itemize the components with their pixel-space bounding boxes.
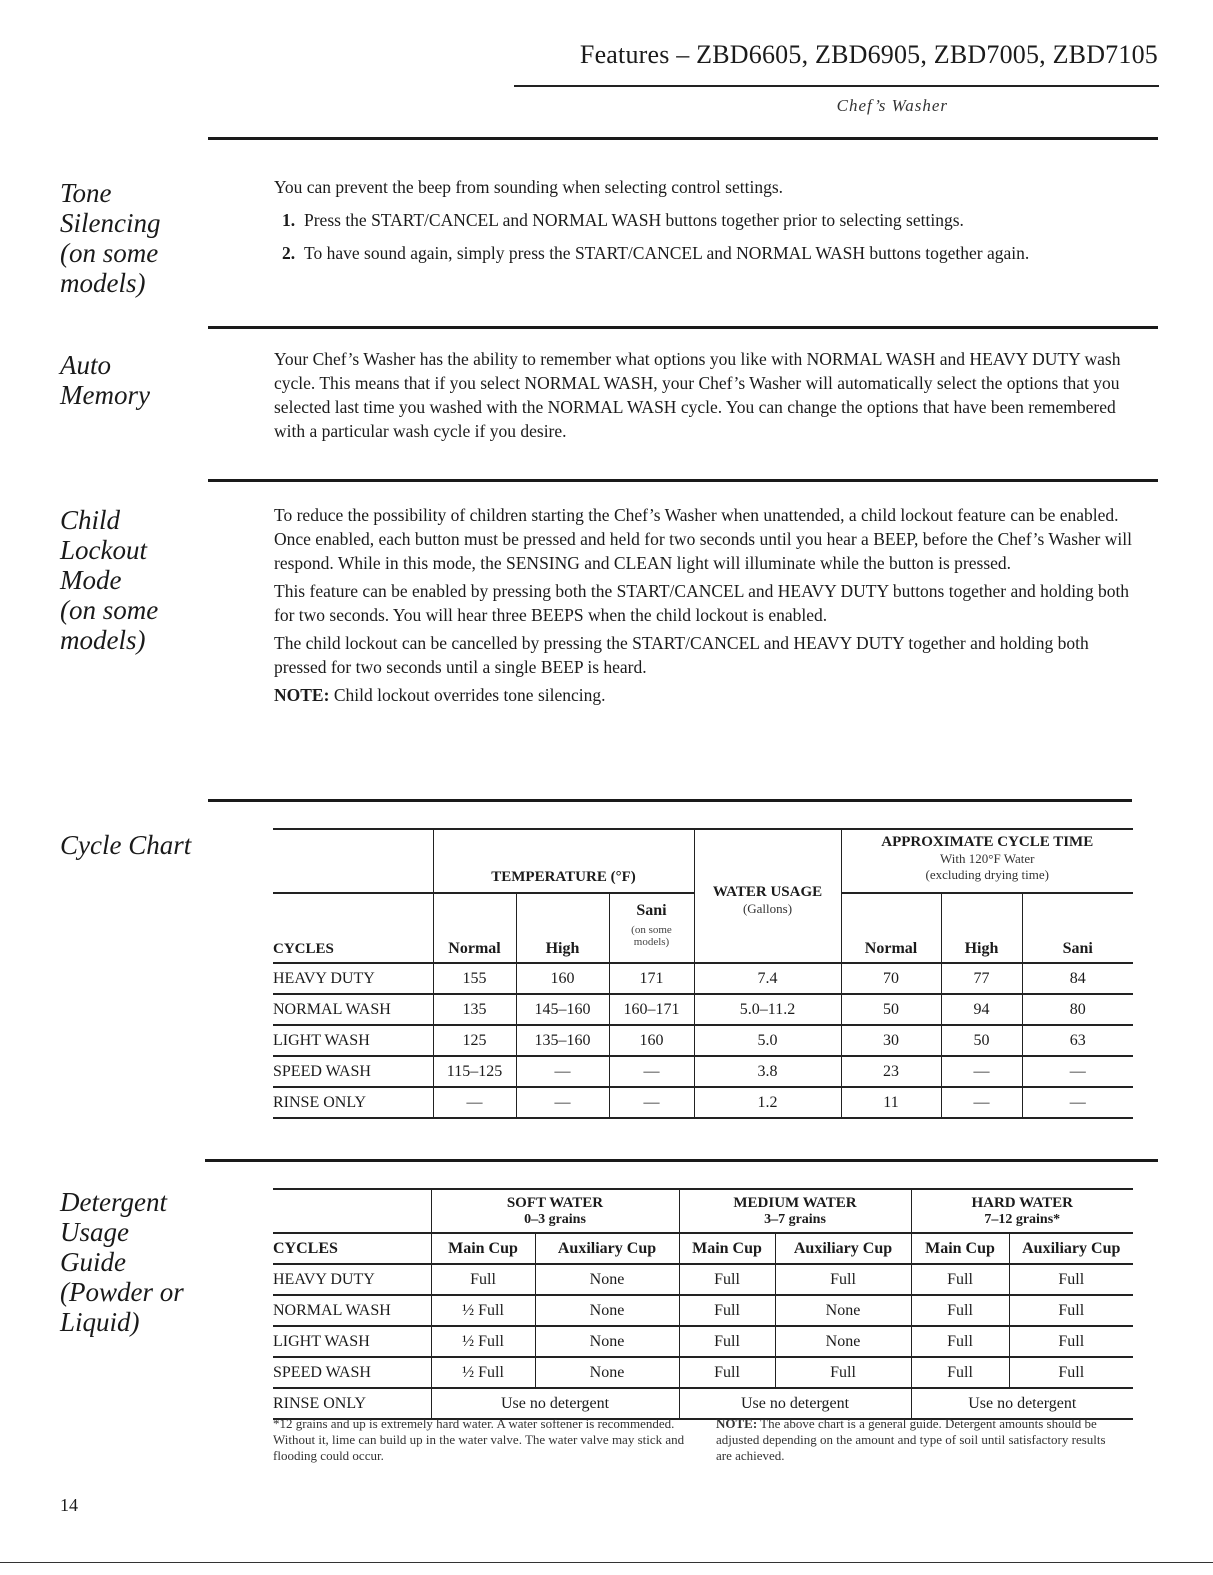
- medium-aux-cup-header: Auxiliary Cup: [775, 1233, 911, 1264]
- note-text: Child lockout overrides tone silencing.: [329, 685, 606, 705]
- cycle-name: LIGHT WASH: [273, 1326, 431, 1357]
- time-normal-cell: 70: [841, 963, 941, 994]
- tone-silencing-body: [274, 175, 1134, 265]
- medium-main-cell: Full: [679, 1326, 775, 1357]
- heading-line: Liquid): [60, 1307, 140, 1337]
- step-text: Press the START/CANCEL and NORMAL WASH buttons together prior to selecting settings.: [304, 210, 964, 230]
- step-number: 2.: [282, 243, 296, 263]
- tone-silencing-heading: [60, 178, 160, 298]
- section-divider: [205, 1159, 1158, 1162]
- water-cell: 5.0–11.2: [694, 994, 841, 1025]
- lockout-paragraph-1: To reduce the possibility of children starting the Chef’s Washer when unattended, a child lockout feature can be enabled. Once enabled, each button must be pressed and held for two seconds until you hear a BEEP, before the Chef’s Washer will respond. While in this mode, the SENSING and CLEAN light will illuminate while the button is pressed.: [274, 505, 1132, 573]
- water-usage-label: WATER USAGE: [712, 884, 823, 900]
- medium-aux-cell: None: [775, 1295, 911, 1326]
- water-usage-header: [694, 829, 841, 963]
- temp-high-cell: —: [516, 1056, 609, 1087]
- cycle-name: SPEED WASH: [273, 1357, 431, 1388]
- medium-main-cell: Full: [679, 1264, 775, 1295]
- hard-water-header: [911, 1189, 1133, 1233]
- soft-aux-cell: None: [535, 1326, 679, 1357]
- temp-high-cell: 160: [516, 963, 609, 994]
- detergent-guide-heading: [60, 1187, 184, 1337]
- table-row: [273, 1056, 1133, 1087]
- table-row: [273, 1087, 1133, 1118]
- page-number: 14: [60, 1495, 78, 1515]
- lockout-paragraph-2: This feature can be enabled by pressing both the START/CANCEL and HEAVY DUTY buttons together and holding both for two seconds. You will hear three BEEPS when the child lockout is enabled.: [274, 581, 1130, 625]
- sani-note: (on some: [631, 924, 672, 936]
- table-row: [273, 1025, 1133, 1056]
- cycle-name: RINSE ONLY: [273, 1087, 433, 1118]
- temp-normal-cell: 135: [433, 994, 516, 1025]
- heading-line: Tone: [60, 178, 112, 208]
- section-divider: [208, 137, 1158, 140]
- auto-memory-text: Your Chef’s Washer has the ability to remember what options you like with NORMAL WASH and HEAVY DUTY wash cycle. This means that if you select NORMAL WASH, your Chef’s Washer will automatically select the options that you selected last time you washed with the NORMAL WASH cycle. You can change the options that have been remembered with a particular wash cycle if you desire.: [274, 349, 1121, 441]
- section-divider: [208, 479, 1158, 482]
- note-label: NOTE:: [716, 1416, 758, 1431]
- cycle-time-label: APPROXIMATE CYCLE TIME: [881, 834, 1094, 850]
- cycle-name: NORMAL WASH: [273, 994, 433, 1025]
- heading-line: models): [60, 268, 146, 298]
- time-sani-cell: —: [1022, 1056, 1133, 1087]
- temp-high-cell: 145–160: [516, 994, 609, 1025]
- table-row: [273, 994, 1133, 1025]
- heading-line: Guide: [60, 1247, 126, 1277]
- cycle-name: RINSE ONLY: [273, 1388, 431, 1419]
- hard-main-cell: Full: [911, 1326, 1009, 1357]
- temp-high-header: High: [516, 893, 609, 963]
- empty-header-cell: [273, 829, 433, 893]
- table-row: [273, 1295, 1133, 1326]
- time-high-cell: —: [941, 1087, 1022, 1118]
- time-sani-cell: 80: [1022, 994, 1133, 1025]
- hard-aux-cell: Full: [1009, 1326, 1133, 1357]
- temp-sani-cell: 160–171: [609, 994, 694, 1025]
- soft-water-grains: 0–3 grains: [524, 1211, 586, 1227]
- page-title: Features – ZBD6605, ZBD6905, ZBD7005, ZBD7105: [579, 40, 1158, 69]
- detergent-note: [716, 1416, 1116, 1464]
- hard-water-grains: 7–12 grains*: [984, 1211, 1061, 1227]
- cycles-column-header: CYCLES: [273, 1233, 431, 1264]
- time-normal-cell: 50: [841, 994, 941, 1025]
- medium-main-cell: Full: [679, 1357, 775, 1388]
- table-row: [273, 1388, 1133, 1419]
- heading-line: Mode: [60, 565, 122, 595]
- heading-line: (on some: [60, 595, 159, 625]
- cycle-name: LIGHT WASH: [273, 1025, 433, 1056]
- time-sani-cell: —: [1022, 1087, 1133, 1118]
- cycle-time-subtitle: With 120°F Water: [940, 851, 1035, 866]
- heading-line: Detergent: [60, 1187, 167, 1217]
- tone-step-1: [274, 208, 1134, 232]
- time-high-cell: 50: [941, 1025, 1022, 1056]
- temp-sani-cell: 171: [609, 963, 694, 994]
- cycle-chart-table: [273, 828, 1133, 1119]
- note-text: The above chart is a general guide. Detergent amounts should be adjusted depending on the amount and type of soil until satisfactory results are achieved.: [716, 1416, 1106, 1463]
- temp-normal-cell: 155: [433, 963, 516, 994]
- soft-rinse-cell: Use no detergent: [431, 1388, 679, 1419]
- hard-aux-cell: Full: [1009, 1357, 1133, 1388]
- medium-aux-cell: Full: [775, 1357, 911, 1388]
- tone-step-2: [274, 241, 1084, 265]
- medium-aux-cell: None: [775, 1326, 911, 1357]
- temp-sani-header: [609, 893, 694, 963]
- water-cell: 5.0: [694, 1025, 841, 1056]
- cycle-name: HEAVY DUTY: [273, 1264, 431, 1295]
- page-subtitle: Chef’s Washer: [836, 96, 948, 115]
- sani-label: Sani: [636, 902, 667, 919]
- hard-water-footnote: *12 grains and up is extremely hard water. A water softener is recommended. Without it, lime can build up in the water valve. The water valve may stick and flooding could occur.: [273, 1416, 685, 1463]
- hard-main-cell: Full: [911, 1264, 1009, 1295]
- medium-rinse-cell: Use no detergent: [679, 1388, 911, 1419]
- temp-sani-cell: 160: [609, 1025, 694, 1056]
- soft-main-cell: Full: [431, 1264, 535, 1295]
- soft-main-cell: ½ Full: [431, 1326, 535, 1357]
- water-cell: 3.8: [694, 1056, 841, 1087]
- soft-main-cell: ½ Full: [431, 1295, 535, 1326]
- table-row: [273, 1326, 1133, 1357]
- lockout-paragraph-3: The child lockout can be cancelled by pressing the START/CANCEL and HEAVY DUTY together and holding both pressed for two seconds until a single BEEP is heard.: [274, 633, 1089, 677]
- hard-main-cell: Full: [911, 1357, 1009, 1388]
- hard-rinse-cell: Use no detergent: [911, 1388, 1133, 1419]
- cycle-name: HEAVY DUTY: [273, 963, 433, 994]
- temperature-header: [433, 829, 694, 893]
- header-divider: [514, 85, 1159, 87]
- time-high-cell: 77: [941, 963, 1022, 994]
- hard-aux-cell: Full: [1009, 1295, 1133, 1326]
- time-high-cell: 94: [941, 994, 1022, 1025]
- soft-water-header: [431, 1189, 679, 1233]
- soft-aux-cell: None: [535, 1264, 679, 1295]
- time-normal-cell: 11: [841, 1087, 941, 1118]
- heading-line: (Powder or: [60, 1277, 184, 1307]
- cycle-name: NORMAL WASH: [273, 1295, 431, 1326]
- time-sani-header: Sani: [1022, 893, 1133, 963]
- section-divider: [208, 799, 1132, 802]
- step-text: To have sound again, simply press the START/CANCEL and NORMAL WASH buttons together again.: [304, 243, 1030, 263]
- soft-water-label: SOFT WATER: [506, 1194, 604, 1211]
- auto-memory-body: [274, 347, 1134, 443]
- cycles-column-header: CYCLES: [273, 893, 433, 963]
- time-normal-cell: 30: [841, 1025, 941, 1056]
- heading-line: Usage: [60, 1217, 129, 1247]
- cycle-time-note: (excluding drying time): [925, 867, 1049, 882]
- heading-line: Silencing: [60, 208, 161, 238]
- hard-main-cup-header: Main Cup: [911, 1233, 1009, 1264]
- time-high-cell: —: [941, 1056, 1022, 1087]
- table-row: [273, 1264, 1133, 1295]
- temp-normal-header: Normal: [433, 893, 516, 963]
- temp-sani-cell: —: [609, 1056, 694, 1087]
- medium-water-grains: 3–7 grains: [764, 1211, 826, 1227]
- child-lockout-body: [274, 503, 1134, 707]
- time-sani-cell: 63: [1022, 1025, 1133, 1056]
- time-sani-cell: 84: [1022, 963, 1133, 994]
- heading-line: Auto: [60, 350, 111, 380]
- soft-aux-cup-header: Auxiliary Cup: [535, 1233, 679, 1264]
- hard-water-label: HARD WATER: [971, 1194, 1074, 1211]
- temperature-header-label: TEMPERATURE (°F): [491, 869, 636, 885]
- soft-main-cell: ½ Full: [431, 1357, 535, 1388]
- medium-water-header: [679, 1189, 911, 1233]
- temp-high-cell: —: [516, 1087, 609, 1118]
- medium-main-cell: Full: [679, 1295, 775, 1326]
- child-lockout-heading: [60, 505, 158, 655]
- note-label: NOTE:: [274, 685, 330, 705]
- step-number: 1.: [282, 210, 296, 230]
- medium-aux-cell: Full: [775, 1264, 911, 1295]
- water-cell: 7.4: [694, 963, 841, 994]
- soft-aux-cell: None: [535, 1295, 679, 1326]
- heading-line: Lockout: [60, 535, 147, 565]
- soft-aux-cell: None: [535, 1357, 679, 1388]
- cycle-chart-heading: Cycle Chart: [60, 830, 192, 860]
- page-bottom-edge: [0, 1562, 1213, 1563]
- auto-memory-heading: [60, 350, 150, 410]
- hard-main-cell: Full: [911, 1295, 1009, 1326]
- section-divider: [208, 326, 1158, 329]
- time-high-header: High: [941, 893, 1022, 963]
- cycle-name: SPEED WASH: [273, 1056, 433, 1087]
- water-cell: 1.2: [694, 1087, 841, 1118]
- hard-aux-cell: Full: [1009, 1264, 1133, 1295]
- water-usage-unit: (Gallons): [742, 901, 793, 916]
- cycle-time-header: [841, 829, 1133, 893]
- table-row: [273, 1357, 1133, 1388]
- hard-aux-cup-header: Auxiliary Cup: [1009, 1233, 1133, 1264]
- medium-main-cup-header: Main Cup: [679, 1233, 775, 1264]
- temp-high-cell: 135–160: [516, 1025, 609, 1056]
- time-normal-cell: 23: [841, 1056, 941, 1087]
- tone-intro: You can prevent the beep from sounding when selecting control settings.: [274, 177, 784, 197]
- temp-normal-cell: —: [433, 1087, 516, 1118]
- empty-header-cell: [273, 1189, 431, 1233]
- temp-normal-cell: 125: [433, 1025, 516, 1056]
- heading-line: models): [60, 625, 146, 655]
- heading-line: Child: [60, 505, 121, 535]
- sani-note: models): [633, 936, 670, 948]
- table-row: [273, 963, 1133, 994]
- temp-sani-cell: —: [609, 1087, 694, 1118]
- detergent-guide-table: [273, 1188, 1133, 1420]
- temp-normal-cell: 115–125: [433, 1056, 516, 1087]
- heading-line: Memory: [60, 380, 150, 410]
- time-normal-header: Normal: [841, 893, 941, 963]
- heading-line: (on some: [60, 238, 159, 268]
- lockout-note: [274, 683, 1134, 707]
- medium-water-label: MEDIUM WATER: [733, 1194, 857, 1211]
- soft-main-cup-header: Main Cup: [431, 1233, 535, 1264]
